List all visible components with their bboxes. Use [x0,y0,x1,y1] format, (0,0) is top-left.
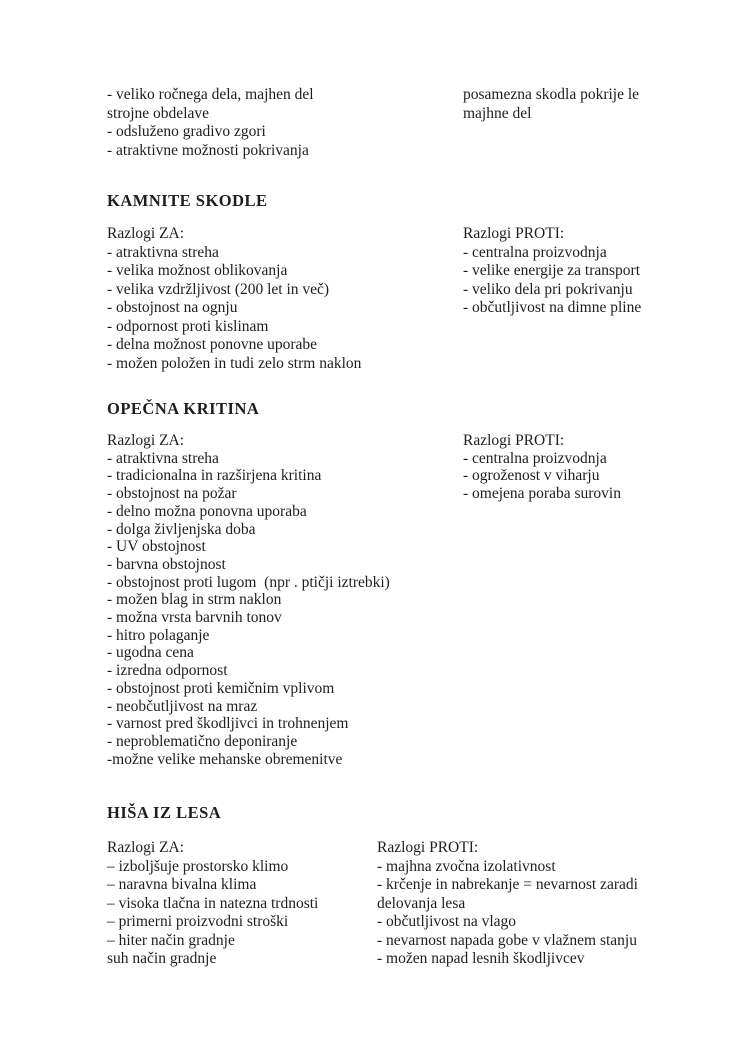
text-line: - atraktivna streha [107,243,219,261]
text-line: strojne obdelave [107,104,210,122]
skodle-continuation-left-column [107,86,314,160]
opecna-kritina-razlogi-proti-column [463,432,621,503]
text-line: - atraktivna streha [107,449,219,467]
text-line: - možen položen in tudi zelo strm naklon [107,354,362,372]
text-line: - obstojnost proti lugom (npr . ptičji iztrebki) [107,573,390,591]
text-line: - omejena poraba surovin [463,485,621,503]
text-line: - občutljivost na vlago [377,913,517,930]
text-line: - velika vzdržljivost (200 let in več) [107,280,330,298]
text-line: - možna vrsta barvnih tonov [107,609,282,627]
text-line: - centralna proizvodnja [463,449,607,467]
text-line: delovanja lesa [377,894,466,912]
text-line: – naravna bivalna klima [107,876,257,893]
text-line: Razlogi ZA: [107,225,185,242]
text-line: - nevarnost napada gobe v vlažnem stanju [377,931,637,949]
text-line: Razlogi PROTI: [463,225,565,242]
text-line: – hiter način gradnje [107,931,235,949]
text-line: - varnost pred škodljivci in trohnenjem [107,715,349,733]
kamnite-skodle-razlogi-za-column [107,225,361,373]
text-line: - možen napad lesnih škodljivcev [377,950,585,967]
text-line: - ugodna cena [107,644,194,662]
kamnite-skodle-razlogi-proti-column [463,225,641,318]
text-line: - obstojnost na ognju [107,299,238,316]
text-line: Razlogi PROTI: [377,839,479,856]
text-line: - občutljivost na dimne pline [463,299,642,316]
text-line: - odpornost proti kislinam [107,317,269,335]
text-line: - obstojnost na požar [107,485,237,503]
text-line: - izredna odpornost [107,662,228,680]
hisa-iz-lesa-razlogi-proti-column [377,839,638,969]
hisa-iz-lesa-razlogi-za-column [107,839,318,969]
heading-kamnite-skodle: KAMNITE SKODLE [107,191,268,210]
text-line: - ogroženost v viharju [463,467,600,485]
text-line: - odsluženo gradivo zgori [107,123,266,140]
text-line: - atraktivne možnosti pokrivanja [107,141,309,159]
text-line: - obstojnost proti kemičnim vplivom [107,679,335,697]
text-line: -možne velike mehanske obremenitve [107,750,343,768]
text-line: – primerni proizvodni stroški [107,913,289,930]
text-line: posamezna skodla pokrije le [463,86,640,103]
text-line: - tradicionalna in razširjena kritina [107,467,322,485]
text-line: - delno možna ponovna uporaba [107,502,307,520]
heading-opecna-kritina: OPEČNA KRITINA [107,399,260,418]
text-line: - velika možnost oblikovanja [107,262,288,279]
opecna-kritina-razlogi-za-column [107,432,390,768]
text-line: - dolga življenjska doba [107,520,256,538]
text-line: majhne del [463,104,532,122]
text-line: - majhna zvočna izolativnost [377,857,556,875]
text-line: - delna možnost ponovne uporabe [107,336,318,353]
text-line: - velike energije za transport [463,262,641,279]
text-line: - barvna obstojnost [107,555,226,573]
text-line: - UV obstojnost [107,538,206,556]
text-line: - neobčutljivost na mraz [107,697,258,715]
text-line: - centralna proizvodnja [463,243,607,261]
text-line: - krčenje in nabrekanje = nevarnost zaradi [377,876,638,893]
text-line: Razlogi ZA: [107,839,185,856]
text-line: - veliko ročnega dela, majhen del [107,86,314,103]
text-line: - možen blag in strm naklon [107,591,282,609]
text-line: Razlogi PROTI: [463,432,565,449]
text-line: - veliko dela pri pokrivanju [463,280,633,298]
text-line: - hitro polaganje [107,626,210,644]
skodle-continuation-right-column [463,86,639,123]
text-line: - neproblematično deponiranje [107,732,298,750]
text-line: – visoka tlačna in natezna trdnosti [107,894,319,912]
text-line: Razlogi ZA: [107,432,185,449]
text-line: – izboljšuje prostorsko klimo [107,857,289,875]
text-line: suh način gradnje [107,950,217,967]
heading-hisa-iz-lesa: HIŠA IZ LESA [107,803,222,822]
